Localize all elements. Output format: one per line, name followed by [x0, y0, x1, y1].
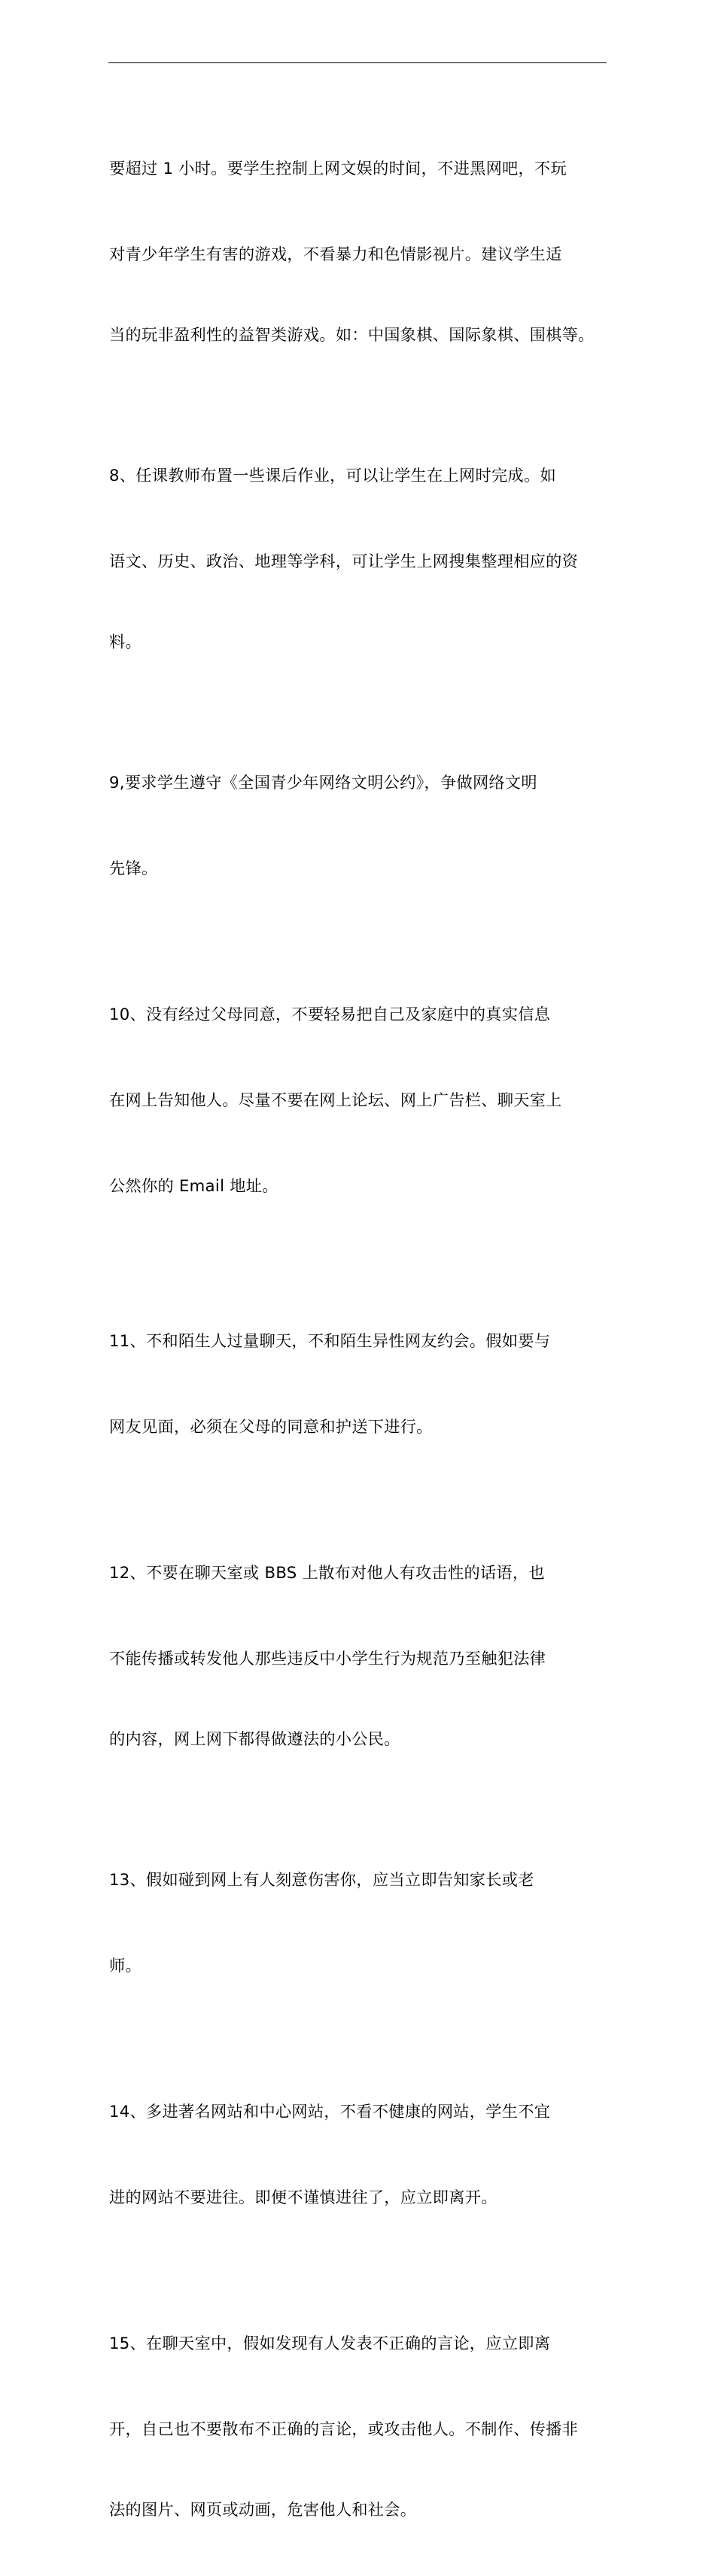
- text-line: 14、多进著名网站和中心网站，不看不健康的网站，学生不宜: [109, 2102, 551, 2121]
- paragraph-item-10: [109, 943, 610, 1258]
- paragraph-continuation: [109, 97, 610, 401]
- text-line: 料。: [109, 632, 141, 651]
- text-line: 语文、历史、政治、地理等学科，可让学生上网搜集整理相应的资: [109, 552, 579, 570]
- text-line: 11、不和陌生人过量聊天，不和陌生异性网友约会。假如要与: [109, 1331, 551, 1350]
- text-line: 师。: [109, 1956, 141, 1975]
- paragraph-item-15: [109, 2272, 610, 2576]
- paragraph-item-12: [109, 1501, 610, 1805]
- text-line: 9,要求学生遵守《全国青少年网络文明公约》，争做网络文明: [109, 773, 537, 792]
- text-line: 10、没有经过父母同意，不要轻易把自己及家庭中的真实信息: [109, 1005, 551, 1023]
- text-line: 对青少年学生有害的游戏，不看暴力和色情影视片。建议学生适: [109, 245, 562, 263]
- text-line: 在网上告知他人。尽量不要在网上论坛、网上广告栏、聊天室上: [109, 1090, 562, 1109]
- paragraph-item-13: [109, 1808, 610, 2037]
- document-body: [109, 97, 610, 2576]
- text-line: 15、在聊天室中，假如发现有人发表不正确的言论，应立即离: [109, 2334, 551, 2352]
- text-line: 公然你的 Email 地址。: [109, 1176, 278, 1195]
- text-line: 要超过 1 小时。要学生控制上网文娱的时间，不进黑网吧，不玩: [109, 159, 567, 178]
- text-line: 12、不要在聊天室或 BBS 上散布对他人有攻击性的话语，也: [109, 1563, 545, 1582]
- text-line: 先锋。: [109, 859, 158, 877]
- text-line: 进的网站不要进往。即便不谨慎进往了，应立即离开。: [109, 2188, 497, 2206]
- text-line: 法的图片、网页或动画，危害他人和社会。: [109, 2500, 417, 2519]
- paragraph-item-8: [109, 404, 610, 708]
- paragraph-item-14: [109, 2040, 610, 2269]
- text-line: 当的玩非盈利性的益智类游戏。如：中国象棋、国际象棋、围棋等。: [109, 325, 595, 344]
- paragraph-item-9: [109, 711, 610, 940]
- text-line: 的内容，网上网下都得做遵法的小公民。: [109, 1729, 400, 1748]
- text-line: 不能传播或转发他人那些违反中小学生行为规范乃至触犯法律: [109, 1649, 546, 1668]
- text-line: 13、假如碰到网上有人刻意伤害你，应当立即告知家长或老: [109, 1870, 534, 1889]
- header-rule: [108, 62, 607, 63]
- paragraph-item-11: [109, 1270, 610, 1498]
- text-line: 网友见面，必须在父母的同意和护送下进行。: [109, 1417, 433, 1436]
- text-line: 8、任课教师布置一些课后作业，可以让学生在上网时完成。如: [109, 466, 556, 485]
- text-line: 开，自己也不要散布不正确的言论，或攻击他人。不制作、传播非: [109, 2419, 579, 2438]
